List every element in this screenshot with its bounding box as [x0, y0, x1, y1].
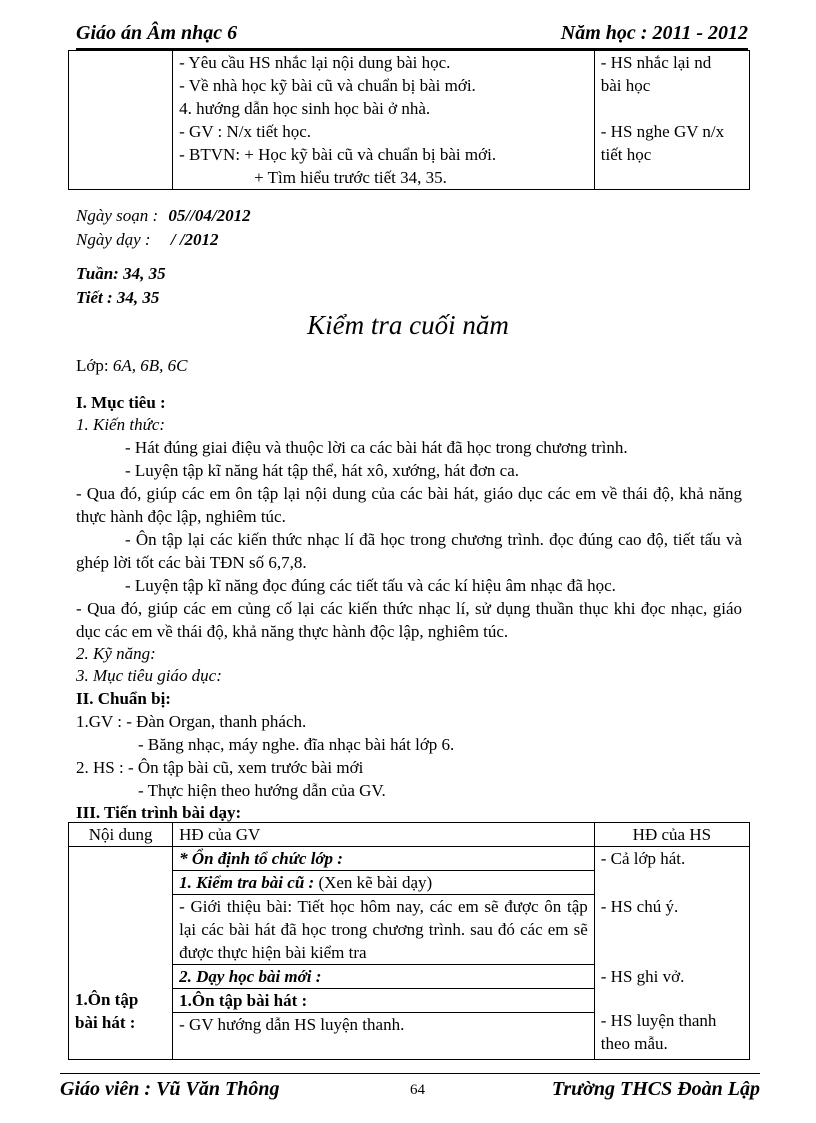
footer-school: Trường THCS Đoàn Lập [551, 1078, 760, 1100]
hs-luyen-thanh: - HS luyện thanh [600, 1011, 717, 1030]
section-2-hs-2: - Thực hiện theo hướng dẫn của GV. [138, 781, 386, 800]
section-2-heading: II. Chuẩn bị: [76, 689, 171, 708]
section-1-heading: I. Mục tiêu : [76, 393, 166, 412]
ngay-soan-value: 05//04/2012 [168, 206, 251, 225]
section-1-sub-3: 3. Mục tiêu giáo dục: [76, 666, 222, 685]
hs-theo-mau: theo mẫu. [600, 1034, 668, 1053]
hs-line: - HS nhắc lại nd [600, 53, 712, 72]
hs-chu-y: - HS chú ý. [600, 897, 679, 916]
section-1-p5: - Luyện tập kĩ năng đọc đúng các tiết tấu và các kí hiệu âm nhạc đã học. [125, 576, 616, 595]
lop-label: Lớp: [76, 356, 109, 375]
gv-kiem-tra-label: 1. Kiểm tra bài cũ : [179, 873, 315, 892]
column-header-hd-gv: HĐ của GV [173, 823, 595, 847]
top-continuation-table [68, 50, 750, 190]
ngay-day [76, 228, 219, 251]
gv-kiem-tra [173, 870, 594, 894]
tiet: Tiết : 34, 35 [76, 288, 160, 307]
section-1-p3: - Qua đó, giúp các em ôn tập lại nội dung của các bài hát, giáo dục các em về thái độ, khả năng thực hành độc lập, nghiêm túc. [76, 484, 742, 526]
footer-page-number: 64 [410, 1082, 425, 1098]
hs-line: - HS nghe GV n/x [600, 122, 725, 141]
ngay-soan-label: Ngày soạn : [76, 206, 159, 225]
ngay-day-value: / /2012 [170, 230, 219, 249]
gv-on-tap: 1.Ôn tập bài hát : [173, 988, 594, 1012]
section-1-sub-1: 1. Kiến thức: [76, 415, 166, 434]
page-header [76, 20, 748, 50]
gv-line: - GV : N/x tiết học. [179, 122, 312, 141]
table-cell-hd-gv [173, 847, 595, 1060]
ngay-soan [76, 204, 251, 227]
header-school-year: Năm học : 2011 - 2012 [560, 22, 748, 44]
section-3-heading: III. Tiến trình bài dạy: [76, 803, 242, 822]
lesson-progress-table [68, 822, 750, 1060]
lop [76, 354, 187, 377]
lop-value: 6A, 6B, 6C [112, 356, 188, 375]
hs-line: tiết học [600, 145, 652, 164]
table-row [69, 847, 750, 1060]
page-footer [60, 1073, 760, 1102]
table-header-row [69, 823, 750, 847]
section-1-p4: - Ôn tập lại các kiến thức nhạc lí đã học trong chương trình. đọc đúng cao độ, tiết tấu và ghép lời tốt các bài TĐN số 6,7,8. [76, 530, 742, 572]
ngay-day-label: Ngày dạy : [76, 230, 151, 249]
gv-line: - Về nhà học kỹ bài cũ và chuẩn bị bài mới. [179, 76, 476, 95]
table-row [69, 51, 750, 190]
table-cell-hs [594, 51, 749, 190]
gv-kiem-tra-note: (Xen kẽ bài dạy) [314, 873, 433, 892]
gv-line: - Yêu cầu HS nhắc lại nội dung bài học. [179, 53, 451, 72]
noi-dung-line-2: bài hát : [75, 1013, 136, 1032]
header-subject: Giáo án Âm nhạc 6 [76, 22, 238, 44]
hs-ghi-vo: - HS ghi vở. [600, 967, 685, 986]
footer-teacher: Giáo viên : Vũ Văn Thông [60, 1078, 280, 1100]
gv-line: + Tìm hiểu trước tiết 34, 35. [254, 168, 447, 187]
table-cell-empty [69, 51, 173, 190]
section-2-gv-2: - Băng nhạc, máy nghe. đĩa nhạc bài hát lớp 6. [138, 735, 455, 754]
gv-line: 4. hướng dẫn học sinh học bài ở nhà. [179, 99, 431, 118]
column-header-noi-dung: Nội dung [69, 823, 173, 847]
tuan: Tuần: 34, 35 [76, 264, 166, 283]
hs-line: bài học [600, 76, 651, 95]
gv-gioi-thieu: - Giới thiệu bài: Tiết học hôm nay, các em sẽ được ôn tập lại các bài hát đã học trong chương trình. sau đó các em sẽ được thực hiện bài kiểm tra [173, 894, 594, 964]
section-2-gv-1: 1.GV : - Đàn Organ, thanh phách. [76, 712, 307, 731]
table-cell-noi-dung [69, 847, 173, 1060]
section-1-p6: - Qua đó, giúp các em củng cố lại các kiến thức nhạc lí, sử dụng thuần thục khi đọc nhạc, giáo dục các em về thái độ, khả năng thực hành độc lập, nghiêm túc. [76, 599, 742, 641]
noi-dung-line-1: 1.Ôn tập [75, 990, 139, 1009]
section-1-p1: - Hát đúng giai điệu và thuộc lời ca các bài hát đã học trong chương trình. [125, 438, 628, 457]
section-1-sub-2: 2. Kỹ năng: [76, 644, 156, 663]
section-1-p2: - Luyện tập kĩ năng hát tập thể, hát xô, xướng, hát đơn ca. [125, 461, 520, 480]
section-2-hs-1: 2. HS : - Ôn tập bài cũ, xem trước bài mới [76, 758, 364, 777]
gv-day-hoc: 2. Dạy học bài mới : [173, 964, 594, 988]
table-cell-gv [173, 51, 595, 190]
gv-on-dinh: * Ổn định tổ chức lớp : [179, 849, 343, 868]
gv-huong-dan: - GV hướng dẫn HS luyện thanh. [173, 1012, 594, 1059]
hs-ca-lop: - Cả lớp hát. [600, 849, 686, 868]
gv-line: - BTVN: + Học kỹ bài cũ và chuẩn bị bài mới. [179, 145, 497, 164]
table-cell-hd-hs [594, 847, 749, 1060]
column-header-hd-hs: HĐ của HS [594, 823, 749, 847]
page-title: Kiểm tra cuối năm [307, 310, 509, 340]
